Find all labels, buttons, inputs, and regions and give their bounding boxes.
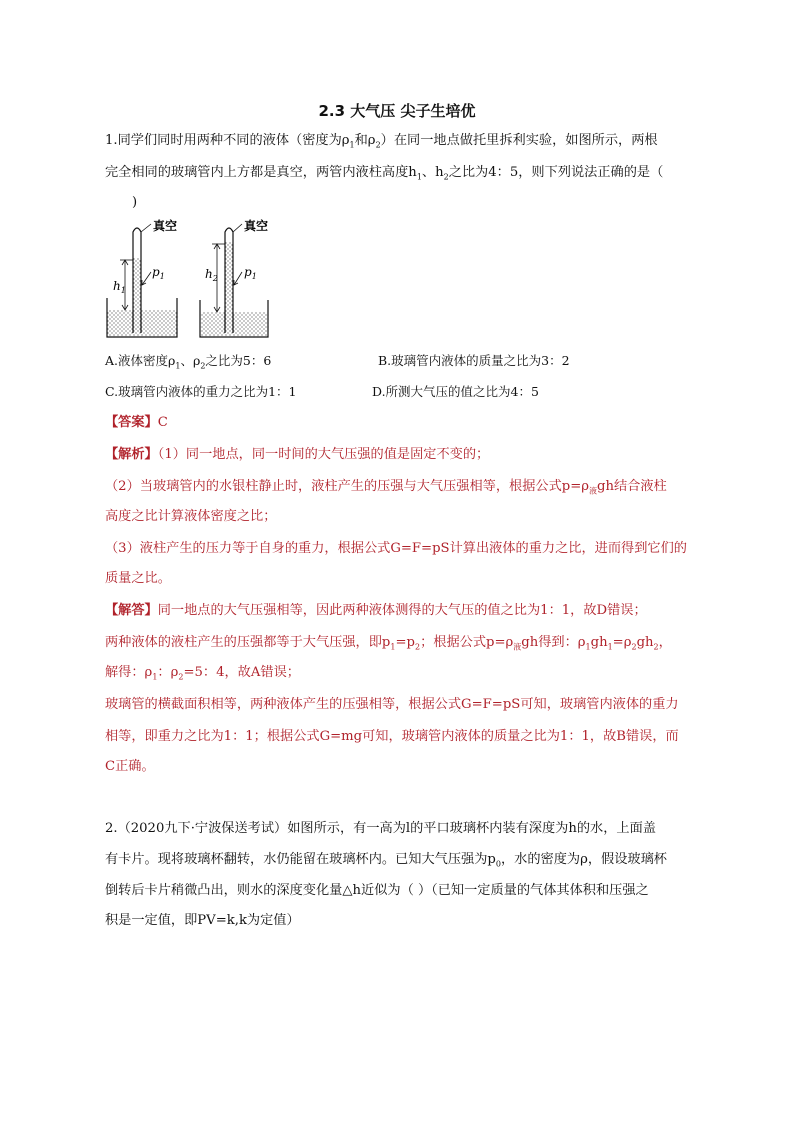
right-apparatus	[200, 218, 268, 337]
q1-stem-line-3: )	[132, 195, 138, 210]
solution-line-1: 【解答】同一地点的大气压强相等，因此两种液体测得的大气压的值之比为1：1，故D错误；	[105, 603, 647, 618]
option-a: A.液体密度$\rho_1$、$\rho_2$之比为5：6	[105, 353, 272, 371]
q2-line-1: 2.（2020九下·宁波保送考试）如图所示，有一高为l的平口玻璃杯内装有深度为h的水，上面盖	[105, 821, 656, 836]
torricelli-figure	[105, 210, 290, 350]
right-liquid-basin	[200, 312, 268, 336]
analysis-line-2: （2）当玻璃管内的水银柱静止时，液柱产生的压强与大气压强相等，根据公式$p=\rho_液gh$结合液柱	[105, 479, 667, 496]
q1-stem-line-2: 完全相同的玻璃管内上方都是真空，两管内液柱高度$h_1$、$h_2$之比为4：5，则下列说法正确的是（	[105, 165, 664, 182]
right-p1-label: $p_1$	[244, 265, 257, 281]
page-title: 2.3 大气压 尖子生培优	[318, 102, 476, 120]
option-c: C.玻璃管内液体的重力之比为1：1	[105, 384, 297, 399]
left-apparatus	[107, 218, 177, 337]
analysis-line-3: 高度之比计算液体密度之比；	[105, 509, 277, 524]
option-d: D.所测大气压的值之比为4：5	[372, 384, 539, 399]
left-vacuum-label: 真空	[153, 219, 178, 233]
analysis-line-1: 【解析】（1）同一地点，同一时间的大气压强的值是固定不变的；	[105, 447, 490, 462]
left-liquid-basin	[107, 310, 177, 336]
right-h2-label: $h_2$	[205, 267, 218, 283]
solution-line-5: 相等，即重力之比为1：1；根据公式G=mg可知，玻璃管内液体的质量之比为1：1，故B错误，而	[105, 729, 679, 744]
solution-line-6: C正确。	[105, 759, 155, 774]
left-h1-label: $h_1$	[113, 279, 126, 295]
right-tube-liquid	[225, 242, 233, 331]
solution-line-4: 玻璃管的横截面积相等，两种液体产生的压强相等，根据公式G=F=pS可知，玻璃管内液体的重力	[105, 697, 679, 712]
answer-line: 【答案】C	[105, 415, 168, 430]
q2-line-4: 积是一定值，即PV=k,k为定值）	[105, 913, 300, 928]
q2-line-2: 有卡片。现将玻璃杯翻转，水仍能留在玻璃杯内。已知大气压强为$p_0$，水的密度为ρ，假设玻璃杯	[105, 852, 667, 869]
right-vacuum-label: 真空	[244, 219, 269, 233]
analysis-line-4: （3）液柱产生的压力等于自身的重力，根据公式G=F=pS计算出液体的重力之比，进而得到它们的	[105, 541, 687, 556]
option-b: B.玻璃管内液体的质量之比为3：2	[378, 353, 570, 368]
left-tube-liquid	[133, 258, 141, 331]
q1-stem-line-1: 1.同学们同时用两种不同的液体（密度为$\rho_1$和$\rho_2$）在同一地点做托里拆利实验，如图所示，两根	[105, 133, 658, 150]
solution-line-2: 两种液体的液柱产生的压强都等于大气压强，即$p_1=p_2$；根据公式$p=\rho_液gh$得到：$\rho_1gh_1=\rho_2gh_2$，	[105, 635, 672, 652]
solution-line-3: 解得：$\rho_1$：$\rho_2=5$：4，故A错误；	[105, 665, 300, 682]
analysis-line-5: 质量之比。	[105, 571, 171, 586]
left-p1-label: $p_1$	[152, 265, 165, 281]
q2-line-3: 倒转后卡片稍微凸出，则水的深度变化量△h近似为（ ）（已知一定质量的气体其体积和压强之	[105, 883, 649, 898]
